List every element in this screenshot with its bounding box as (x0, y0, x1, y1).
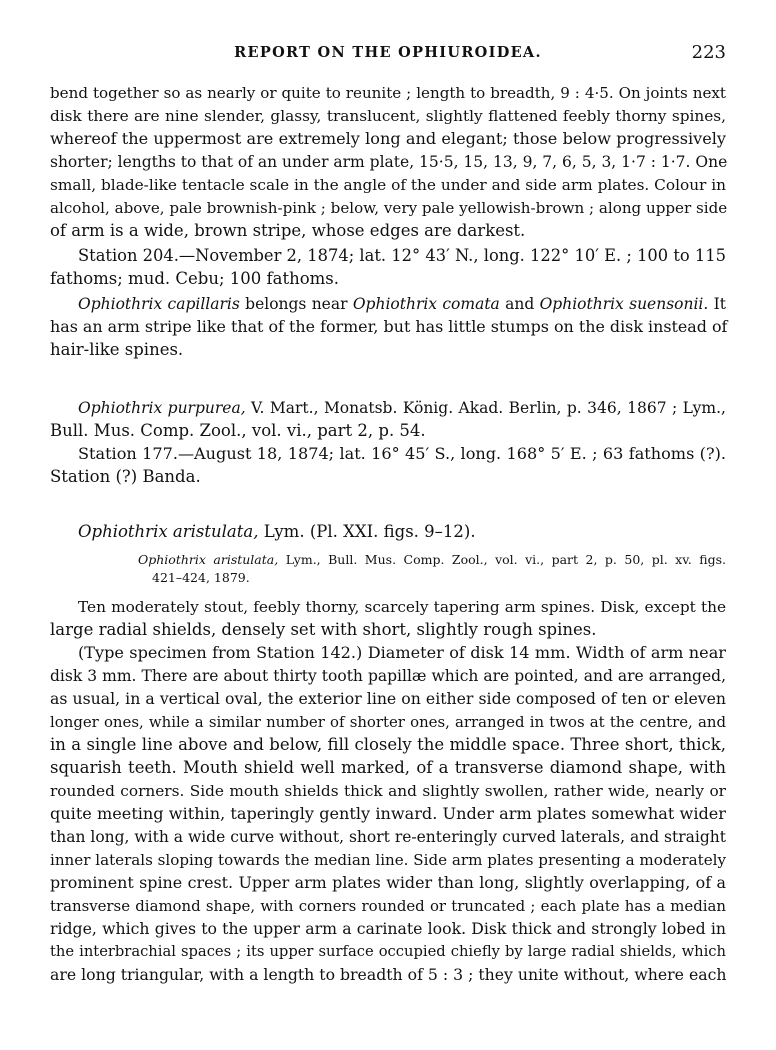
text-line: transverse diamond shape, with corners rounded or truncated ; each plate has a median (50, 897, 726, 915)
text-line: disk there are nine slender, glassy, translucent, slightly flattened feebly thorny spines, (50, 107, 726, 125)
text-line: whereof the uppermost are extremely long and elegant; those below progressively (50, 129, 726, 148)
synonymy-reference: 421–424, 1879. (152, 570, 250, 585)
text-line: the interbrachial spaces ; its upper surface occupied chiefly by large radial shields, which (50, 943, 726, 960)
text-line: in a single line above and below, fill closely the middle space. Three short, thick, (50, 735, 726, 754)
text-line: than long, with a wide curve without, short re-enteringly curved laterals, and straight (50, 828, 726, 846)
station-record: Station 204.—November 2, 1874; lat. 12° 43′ N., long. 122° 10′ E. ; 100 to 115 (78, 246, 726, 265)
text-line: inner laterals sloping towards the median line. Side arm plates presenting a moderately (50, 851, 726, 869)
page-number: 223 (691, 42, 726, 63)
text-line: quite meeting within, taperingly gently inward. Under arm plates somewhat wider (50, 804, 726, 823)
species-name: Ophiothrix suensonii. (539, 295, 709, 313)
species-heading: Ophiothrix aristulata, Lym. (Pl. XXI. figs. 9–12). (78, 522, 476, 541)
text-line: squarish teeth. Mouth shield well marked, of a transverse diamond shape, with (50, 758, 726, 777)
species-name: Ophiothrix comata (352, 295, 500, 313)
species-heading: Ophiothrix purpurea, V. Mart., Monatsb. König. Akad. Berlin, p. 346, 1867 ; Lym., (78, 399, 726, 417)
synonymy-reference: Ophiothrix aristulata, Lym., Bull. Mus. Comp. Zool., vol. vi., part 2, p. 50, pl. xv. figs. (138, 552, 726, 567)
text-line: hair-like spines. (50, 340, 184, 359)
text-line: Ophiothrix capillaris belongs near Ophiothrix comata and Ophiothrix suensonii. It (78, 295, 726, 313)
text-line: has an arm stripe like that of the former, but has little stumps on the disk instead of (50, 317, 728, 336)
text-line: small, blade-like tentacle scale in the angle of the under and side arm plates. Colour in (50, 176, 726, 194)
text-line: Ten moderately stout, feebly thorny, scarcely tapering arm spines. Disk, except the (78, 598, 726, 616)
text-line: rounded corners. Side mouth shields thick and slightly swollen, rather wide, nearly or (50, 782, 726, 800)
text-line: prominent spine crest. Upper arm plates wider than long, slightly overlapping, of a (50, 873, 726, 892)
station-record: Station (?) Banda. (50, 467, 201, 486)
species-name: Ophiothrix purpurea, (78, 399, 246, 417)
text-line: are long triangular, with a length to breadth of 5 : 3 ; they unite without, where each (50, 965, 727, 984)
running-title: REPORT ON THE OPHIUROIDEA. (234, 44, 542, 61)
text-line: shorter; lengths to that of an under arm plate, 15·5, 15, 13, 9, 7, 6, 5, 3, 1·7 : 1·7. One (50, 153, 728, 171)
station-record: Station 177.—August 18, 1874; lat. 16° 45′ S., long. 168° 5′ E. ; 63 fathoms (?). (78, 444, 726, 463)
text-line: Bull. Mus. Comp. Zool., vol. vi., part 2, p. 54. (50, 421, 426, 440)
text-line: disk 3 mm. There are about thirty tooth papillæ which are pointed, and are arranged, (50, 667, 726, 685)
text-line: ridge, which gives to the upper arm a carinate look. Disk thick and strongly lobed in (50, 919, 726, 938)
text-line: longer ones, while a similar number of shorter ones, arranged in twos at the centre, and (50, 713, 726, 731)
text-line: as usual, in a vertical oval, the exterior line on either side composed of ten or eleven (50, 689, 726, 708)
text-line: bend together so as nearly or quite to reunite ; length to breadth, 9 : 4·5. On joints next (50, 84, 726, 102)
text-line: of arm is a wide, brown stripe, whose edges are darkest. (50, 221, 526, 240)
text-line: large radial shields, densely set with short, slightly rough spines. (50, 620, 597, 639)
page-header (0, 42, 776, 68)
station-record: fathoms; mud. Cebu; 100 fathoms. (50, 269, 339, 288)
species-name: Ophiothrix capillaris (78, 295, 240, 313)
text-line: alcohol, above, pale brownish-pink ; below, very pale yellowish-brown ; along upper side (50, 199, 728, 217)
text-line: (Type specimen from Station 142.) Diameter of disk 14 mm. Width of arm near (78, 643, 726, 662)
species-name: Ophiothrix aristulata, (78, 522, 259, 541)
species-name: Ophiothrix aristulata, (138, 552, 279, 567)
